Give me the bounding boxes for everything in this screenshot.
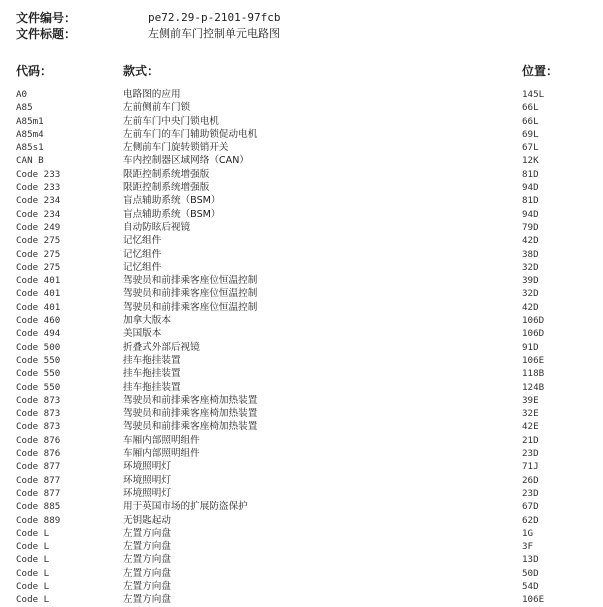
row-code: Code 460: [16, 315, 61, 327]
table-row: [0, 341, 603, 354]
row-position: 91D: [522, 341, 539, 353]
row-code: Code 275: [16, 248, 61, 260]
row-style: 驾驶员和前排乘客座椅加热装置: [123, 421, 258, 433]
table-row: [0, 221, 603, 234]
row-position: 106E: [522, 354, 545, 366]
row-position: 23D: [522, 487, 539, 499]
row-code: Code 401: [16, 301, 61, 313]
table-row: [0, 567, 603, 580]
row-position: 23D: [522, 448, 539, 460]
row-position: 106D: [522, 328, 545, 340]
row-style: 加拿大版本: [123, 315, 171, 327]
row-code: Code L: [16, 554, 50, 566]
row-position: 42E: [522, 421, 539, 433]
row-position: 118B: [522, 368, 545, 380]
table-row: [0, 540, 603, 553]
row-style: 电路图的应用: [123, 89, 181, 100]
row-code: Code 873: [16, 421, 61, 433]
row-code: Code 885: [16, 501, 61, 513]
row-code: Code 275: [16, 261, 61, 273]
row-position: 42D: [522, 235, 539, 247]
row-position: 81D: [522, 195, 539, 207]
table-row: [0, 168, 603, 181]
table-row: [0, 474, 603, 487]
row-style: 用于英国市场的扩展防盗保护: [123, 501, 248, 513]
row-position: 62D: [522, 514, 539, 526]
row-position: 1G: [522, 527, 534, 539]
row-position: 38D: [522, 248, 539, 260]
row-style: 车内控制器区域网络（CAN）: [123, 155, 249, 167]
table-body: [0, 88, 603, 607]
row-style: 驾驶员和前排乘客座位恒温控制: [123, 288, 258, 300]
row-position: 54D: [522, 580, 539, 592]
table-row: [0, 88, 603, 101]
row-style: 环境照明灯: [123, 487, 171, 499]
table-row: [0, 194, 603, 207]
row-style: 左置方向盘: [123, 554, 171, 566]
doc-title-value: 左侧前车门控制单元电路图: [148, 27, 280, 40]
row-style: 无钥匙起动: [123, 514, 171, 526]
row-style: 左置方向盘: [123, 527, 171, 539]
row-position: 32E: [522, 408, 539, 420]
row-position: 71J: [522, 461, 539, 473]
row-style: 挂车拖挂装置: [123, 354, 181, 366]
table-row: [0, 208, 603, 221]
row-style: 左前车门中央门锁电机: [123, 115, 219, 127]
row-position: 106D: [522, 315, 545, 327]
row-style: 盲点辅助系统（BSM）: [123, 195, 221, 207]
table-row: [0, 407, 603, 420]
row-code: Code 401: [16, 275, 61, 287]
table-row: [0, 420, 603, 433]
row-style: 美国版本: [123, 328, 162, 340]
row-style: 自动防眩后视镜: [123, 221, 191, 233]
table-row: [0, 248, 603, 261]
table-row: [0, 354, 603, 367]
row-code: Code 234: [16, 208, 61, 220]
row-style: 左前侧前车门锁: [123, 102, 191, 114]
row-code: Code 873: [16, 394, 61, 406]
table-row: [0, 460, 603, 473]
table-row: [0, 527, 603, 540]
header-position: 位置：: [522, 64, 559, 78]
row-position: 69L: [522, 128, 539, 140]
row-position: 66L: [522, 115, 539, 127]
row-position: 26D: [522, 474, 539, 486]
table-row: [0, 487, 603, 500]
row-code: Code 494: [16, 328, 61, 340]
row-code: Code 275: [16, 235, 61, 247]
row-style: 驾驶员和前排乘客座椅加热装置: [123, 394, 258, 406]
table-row: [0, 261, 603, 274]
row-code: Code 550: [16, 381, 61, 393]
row-code: Code 877: [16, 461, 61, 473]
row-code: Code 500: [16, 341, 61, 353]
row-style: 驾驶员和前排乘客座位恒温控制: [123, 275, 258, 287]
row-position: 81D: [522, 168, 539, 180]
row-position: 42D: [522, 301, 539, 313]
table-row: [0, 367, 603, 380]
row-code: Code 233: [16, 168, 61, 180]
row-position: 12K: [522, 155, 539, 167]
row-style: 左侧前车门旋转锁销开关: [123, 142, 229, 154]
table-row: [0, 128, 603, 141]
table-row: [0, 141, 603, 154]
row-code: Code 877: [16, 487, 61, 499]
doc-number-label: 文件编号：: [16, 11, 77, 25]
row-code: Code 401: [16, 288, 61, 300]
row-style: 车厢内部照明组件: [123, 434, 200, 446]
doc-title-label: 文件标题：: [16, 27, 77, 41]
row-code: A0: [16, 89, 28, 100]
row-style: 驾驶员和前排乘客座位恒温控制: [123, 301, 258, 313]
row-code: A85m1: [16, 115, 44, 127]
row-style: 记忆组件: [123, 261, 162, 273]
table-row: [0, 287, 603, 300]
row-style: 挂车拖挂装置: [123, 368, 181, 380]
row-code: Code 889: [16, 514, 61, 526]
table-row: [0, 314, 603, 327]
row-code: A85s1: [16, 142, 44, 154]
row-code: Code L: [16, 594, 50, 606]
table-row: [0, 580, 603, 593]
header-code: 代码：: [16, 64, 53, 78]
row-code: Code 550: [16, 368, 61, 380]
row-position: 32D: [522, 288, 539, 300]
row-code: Code L: [16, 541, 50, 553]
row-code: Code 550: [16, 354, 61, 366]
row-code: CAN B: [16, 155, 44, 167]
row-style: 左前车门的车门辅助锁促动电机: [123, 128, 258, 140]
row-position: 94D: [522, 182, 539, 194]
table-row: [0, 274, 603, 287]
row-style: 环境照明灯: [123, 461, 171, 473]
row-position: 66L: [522, 102, 539, 114]
row-style: 限距控制系统增强版: [123, 168, 210, 180]
row-style: 驾驶员和前排乘客座椅加热装置: [123, 408, 258, 420]
row-style: 左置方向盘: [123, 580, 171, 592]
row-position: 124B: [522, 381, 545, 393]
row-code: Code L: [16, 580, 50, 592]
table-row: [0, 514, 603, 527]
table-row: [0, 327, 603, 340]
header-style: 款式：: [123, 64, 160, 78]
row-position: 50D: [522, 567, 539, 579]
row-position: 3F: [522, 541, 534, 553]
table-row: [0, 115, 603, 128]
row-position: 13D: [522, 554, 539, 566]
row-position: 21D: [522, 434, 539, 446]
doc-number-value: pe72.29-p-2101-97fcb: [148, 11, 281, 24]
row-code: A85m4: [16, 128, 44, 140]
table-row: [0, 553, 603, 566]
row-style: 车厢内部照明组件: [123, 448, 200, 460]
row-style: 记忆组件: [123, 248, 162, 260]
row-style: 折叠式外部后视镜: [123, 341, 200, 353]
table-row: [0, 593, 603, 606]
table-row: [0, 154, 603, 167]
table-row: [0, 181, 603, 194]
row-position: 39D: [522, 275, 539, 287]
row-position: 94D: [522, 208, 539, 220]
table-header: [0, 62, 603, 78]
row-style: 左置方向盘: [123, 567, 171, 579]
row-style: 盲点辅助系统（BSM）: [123, 208, 221, 220]
row-style: 环境照明灯: [123, 474, 171, 486]
table-row: [0, 394, 603, 407]
row-position: 106E: [522, 594, 545, 606]
table-row: [0, 500, 603, 513]
row-position: 145L: [522, 89, 545, 100]
table-row: [0, 234, 603, 247]
row-code: Code 249: [16, 221, 61, 233]
row-code: Code 234: [16, 195, 61, 207]
row-style: 左置方向盘: [123, 541, 171, 553]
table-row: [0, 301, 603, 314]
row-position: 79D: [522, 221, 539, 233]
table-row: [0, 434, 603, 447]
row-position: 67L: [522, 142, 539, 154]
row-code: Code L: [16, 567, 50, 579]
row-position: 67D: [522, 501, 539, 513]
table-row: [0, 101, 603, 114]
row-code: Code 873: [16, 408, 61, 420]
row-style: 记忆组件: [123, 235, 162, 247]
row-code: A85: [16, 102, 33, 114]
table-row: [0, 447, 603, 460]
row-code: Code L: [16, 527, 50, 539]
table-row: [0, 381, 603, 394]
row-code: Code 877: [16, 474, 61, 486]
row-position: 32D: [522, 261, 539, 273]
row-style: 左置方向盘: [123, 594, 171, 606]
row-code: Code 876: [16, 434, 61, 446]
row-style: 限距控制系统增强版: [123, 182, 210, 194]
row-position: 39E: [522, 394, 539, 406]
row-code: Code 233: [16, 182, 61, 194]
row-style: 挂车拖挂装置: [123, 381, 181, 393]
row-code: Code 876: [16, 448, 61, 460]
